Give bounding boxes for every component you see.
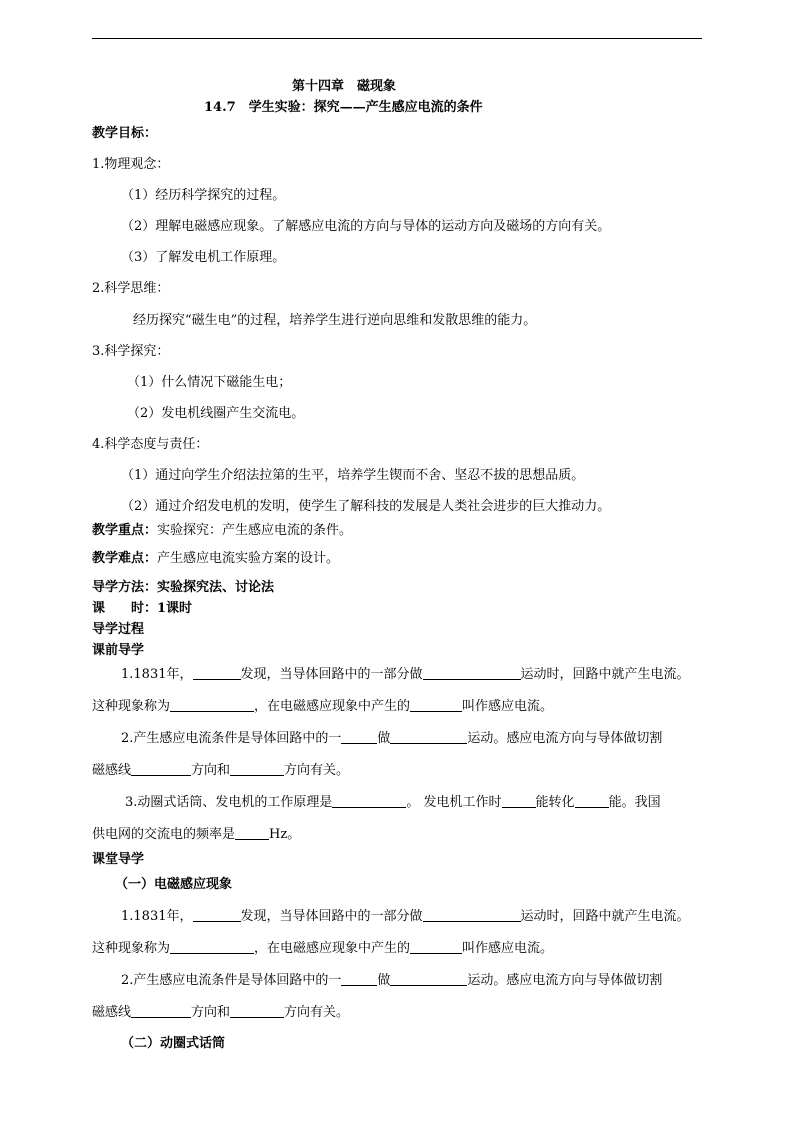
question-text: 1.1831年， [121,909,193,924]
fill-blank[interactable] [390,973,467,986]
pre-class-heading: 课前导学 [92,643,145,658]
fill-blank[interactable] [131,763,191,776]
class-period-label: 课 时： [92,601,158,616]
header-rule [92,38,702,39]
objective-1-item: （1）经历科学探究的过程。 [121,188,286,203]
question-text: 做 [377,973,391,988]
question-text: 叫作感应电流。 [462,699,554,714]
question-text: 3.动圈式话筒、发电机的工作原理是 [125,795,333,810]
pre-question-1-line-2 [92,699,553,715]
fill-blank[interactable] [410,941,462,954]
question-text: 方向和 [191,1005,231,1020]
question-text: 磁感线 [92,763,132,778]
objective-4-title: 4.科学态度与责任： [92,437,209,452]
teaching-method: 导学方法：实验探究法、讨论法 [92,580,275,595]
key-point-label: 教学重点： [92,523,158,538]
question-text: 磁感线 [92,1005,132,1020]
difficult-point-label: 教学难点： [92,551,158,566]
fill-blank[interactable] [193,667,241,680]
objective-2-text: 经历探究“磁生电”的过程，培养学生进行逆向思维和发散思维的能力。 [133,313,537,328]
class-period-value: 1课时 [157,601,193,616]
question-text: 能转化 [535,795,575,810]
fill-blank[interactable] [390,731,467,744]
question-text: 运动。感应电流方向与导体做切割 [467,973,663,988]
class-period [92,601,192,617]
class-question-1-line-1 [121,909,690,925]
objective-3-item: （2）发电机线圈产生交流电。 [127,406,305,421]
class-question-2-line-2 [92,1005,349,1021]
pre-question-2-line-1 [121,731,662,747]
question-text: 运动时，回路中就产生电流。 [520,667,690,682]
section-2-heading: （二）动圈式话筒 [121,1036,226,1051]
fill-blank[interactable] [193,909,241,922]
fill-blank[interactable] [235,827,269,840]
objective-1-item: （2）理解电磁感应现象。了解感应电流的方向与导体的运动方向及磁场的方向有关。 [121,219,611,234]
question-text: 能。我国 [608,795,661,810]
process-heading: 导学过程 [92,622,145,637]
chapter-title: 第十四章 磁现象 [292,79,397,94]
fill-blank[interactable] [423,667,521,680]
fill-blank[interactable] [502,795,536,808]
objective-2-title: 2.科学思维： [92,281,170,296]
question-text: 1.1831年， [121,667,193,682]
objective-3-title: 3.科学探究： [92,344,170,359]
question-text: ，在电磁感应现象中产生的 [254,699,411,714]
question-text: 做 [377,731,391,746]
question-text: 方向和 [191,763,231,778]
question-text: 方向有关。 [284,763,350,778]
objectives-heading: 教学目标： [92,126,158,141]
question-text: 。 发电机工作时 [406,795,502,810]
fill-blank[interactable] [170,699,254,712]
key-point [92,523,352,539]
key-point-text: 实验探究：产生感应电流的条件。 [157,523,353,538]
question-text: 2.产生感应电流条件是导体回路中的一 [121,731,342,746]
fill-blank[interactable] [410,699,462,712]
objective-3-item: （1）什么情况下磁能生电； [127,375,292,390]
in-class-heading: 课堂导学 [92,852,145,867]
fill-blank[interactable] [230,1005,284,1018]
question-text: Hz。 [269,827,301,842]
fill-blank[interactable] [170,941,254,954]
question-text: 发现，当导体回路中的一部分做 [240,667,423,682]
difficult-point [92,551,339,567]
pre-question-3-line-1 [125,795,661,811]
fill-blank[interactable] [423,909,521,922]
question-text: ，在电磁感应现象中产生的 [254,941,411,956]
fill-blank[interactable] [341,731,377,744]
question-text: 叫作感应电流。 [462,941,554,956]
objective-4-item: （2）通过介绍发电机的发明，使学生了解科技的发展是人类社会进步的巨大推动力。 [121,499,611,514]
difficult-point-text: 产生感应电流实验方案的设计。 [157,551,340,566]
fill-blank[interactable] [341,973,377,986]
pre-question-1-line-1 [121,667,690,683]
class-question-1-line-2 [92,941,553,957]
question-text: 这种现象称为 [92,699,171,714]
objective-4-item: （1）通过向学生介绍法拉第的生平，培养学生锲而不舍、坚忍不拔的思想品质。 [121,468,585,483]
fill-blank[interactable] [131,1005,191,1018]
question-text: 发现，当导体回路中的一部分做 [240,909,423,924]
pre-question-3-line-2 [92,827,300,843]
fill-blank[interactable] [575,795,609,808]
lesson-title: 14.7 学生实验：探究——产生感应电流的条件 [204,100,483,115]
objective-1-item: （3）了解发电机工作原理。 [121,250,286,265]
class-question-2-line-1 [121,973,662,989]
question-text: 运动。感应电流方向与导体做切割 [467,731,663,746]
question-text: 这种现象称为 [92,941,171,956]
section-1-heading: （一）电磁感应现象 [115,877,233,892]
question-text: 运动时，回路中就产生电流。 [520,909,690,924]
objective-1-title: 1.物理观念： [92,157,170,172]
question-text: 2.产生感应电流条件是导体回路中的一 [121,973,342,988]
question-text: 方向有关。 [284,1005,350,1020]
pre-question-2-line-2 [92,763,349,779]
fill-blank[interactable] [230,763,284,776]
question-text: 供电网的交流电的频率是 [92,827,236,842]
fill-blank[interactable] [332,795,406,808]
